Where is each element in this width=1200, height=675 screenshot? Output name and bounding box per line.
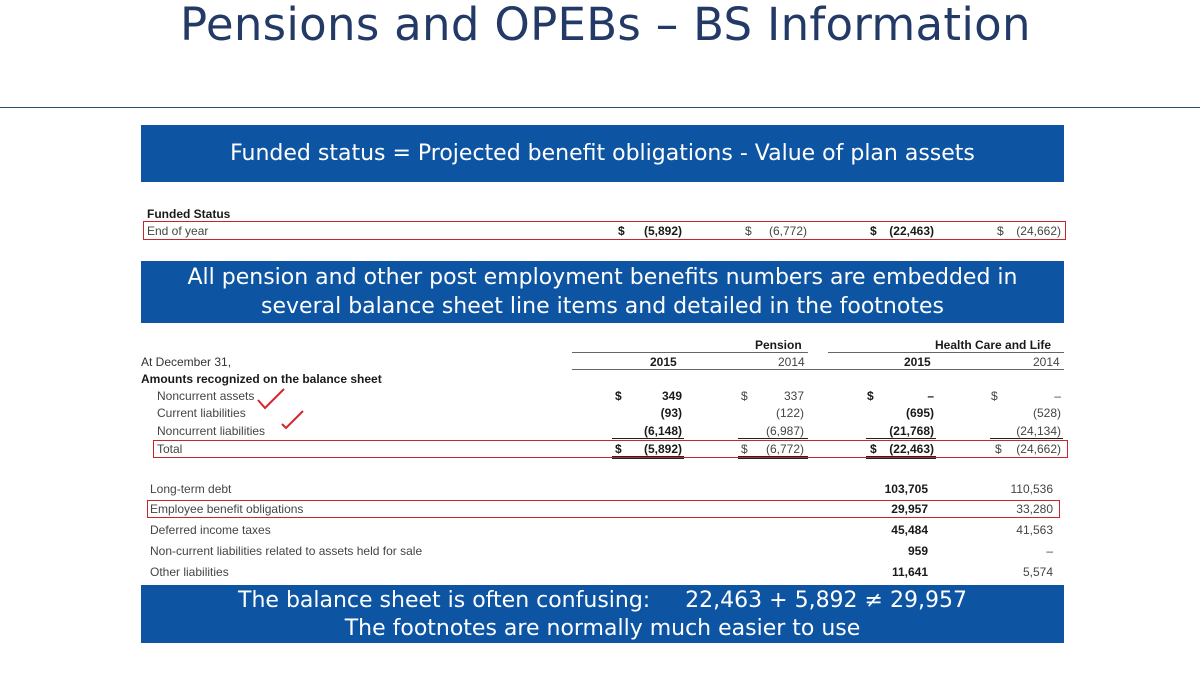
tick-mark-icon — [280, 408, 306, 430]
funded-status-heading: Funded Status — [147, 207, 231, 221]
funded-status-formula-banner: Funded status = Projected benefit obligations - Value of plan assets — [141, 125, 1064, 182]
bs-long-term-debt-2014: 110,536 — [1010, 482, 1053, 496]
embedded-numbers-banner — [141, 261, 1064, 323]
bs-held-for-sale-2015: 959 — [907, 544, 928, 558]
bs-label-long-term-debt: Long-term debt — [150, 482, 232, 496]
noncurrent-liabilities-h2015: (21,768) — [889, 424, 934, 438]
year-header-health-2015: 2015 — [904, 355, 931, 369]
noncurrent-liabilities-p2014: (6,987) — [765, 424, 804, 438]
funded-pension-2015: (5,892) — [643, 224, 682, 238]
health-header-underline — [828, 352, 1064, 353]
confusing-balance-sheet-banner — [141, 585, 1064, 643]
current-liabilities-h2014: (528) — [1032, 406, 1061, 420]
current-liabilities-h2015: (695) — [905, 406, 934, 420]
title-divider — [0, 107, 1200, 108]
bs-long-term-debt-2015: 103,705 — [884, 482, 928, 496]
banner2-line1: All pension and other post employment benefits numbers are embedded in — [187, 265, 1018, 290]
noncurrent-liabilities-h2014: (24,134) — [1016, 424, 1061, 438]
dollar-h14: $ — [991, 389, 998, 403]
total-h2015: (22,463) — [889, 442, 934, 456]
dollar-h15: $ — [867, 389, 874, 403]
bs-other-liabilities-2015: 11,641 — [891, 565, 928, 579]
total-dollar-p14: $ — [741, 442, 748, 456]
total-double-line-p2014 — [738, 456, 808, 459]
funded-dollar-2: $ — [745, 224, 752, 238]
total-double-line-p2015 — [612, 456, 684, 459]
at-december-label: At December 31, — [141, 355, 232, 369]
total-dollar-h14: $ — [995, 442, 1002, 456]
subtotal-line-p2014 — [738, 438, 808, 439]
banner2-line2: several balance sheet line items and detailed in the footnotes — [261, 294, 944, 319]
health-group-header: Health Care and Life — [935, 338, 1052, 352]
bs-label-other-liabilities: Other liabilities — [150, 565, 229, 579]
row-label-noncurrent-assets: Noncurrent assets — [157, 389, 255, 403]
end-of-year-label: End of year — [147, 224, 209, 238]
noncurrent-liabilities-p2015: (6,148) — [643, 424, 682, 438]
total-double-line-h2015 — [866, 456, 936, 459]
dollar-p15: $ — [615, 389, 622, 403]
year-header-pension-2014: 2014 — [778, 355, 805, 369]
subtotal-line-p2015 — [612, 438, 684, 439]
funded-health-2014: (24,662) — [1016, 224, 1061, 238]
total-dollar-h15: $ — [870, 442, 877, 456]
funded-health-2015: (22,463) — [889, 224, 934, 238]
year-header-underline — [572, 369, 1064, 370]
row-label-current-liabilities: Current liabilities — [157, 406, 246, 420]
funded-pension-2014: (6,772) — [768, 224, 807, 238]
funded-dollar-1: $ — [618, 224, 625, 238]
funded-dollar-4: $ — [997, 224, 1004, 238]
row-label-noncurrent-liabilities: Noncurrent liabilities — [157, 424, 266, 438]
current-liabilities-p2015: (93) — [660, 406, 682, 420]
subtotal-line-h2015 — [866, 438, 936, 439]
bs-label-employee-benefit-obligations: Employee benefit obligations — [150, 502, 304, 516]
banner3-line1: The balance sheet is often confusing: 22,463 + 5,892 ≠ 29,957 — [238, 588, 967, 613]
bs-label-deferred-income-taxes: Deferred income taxes — [150, 523, 271, 537]
total-h2014: (24,662) — [1016, 442, 1061, 456]
funded-dollar-3: $ — [870, 224, 877, 238]
banner3-line2: The footnotes are normally much easier to use — [344, 616, 861, 641]
page-title: Pensions and OPEBs – BS Information — [180, 0, 1031, 51]
noncurrent-assets-h2015: – — [927, 389, 934, 403]
subtotal-line-h2014 — [990, 438, 1063, 439]
total-dollar-p15: $ — [615, 442, 622, 456]
amounts-recognized-heading: Amounts recognized on the balance sheet — [141, 372, 382, 386]
current-liabilities-p2014: (122) — [775, 406, 804, 420]
noncurrent-assets-h2014: – — [1054, 389, 1061, 403]
year-header-health-2014: 2014 — [1033, 355, 1060, 369]
year-header-pension-2015: 2015 — [650, 355, 677, 369]
pension-header-underline — [572, 352, 808, 353]
bs-deferred-taxes-2015: 45,484 — [891, 523, 928, 537]
bs-employee-benefit-2015: 29,957 — [891, 502, 928, 516]
bs-other-liabilities-2014: 5,574 — [1022, 565, 1053, 579]
bs-employee-benefit-2014: 33,280 — [1016, 502, 1053, 516]
bs-label-held-for-sale: Non-current liabilities related to assets held for sale — [150, 544, 423, 558]
bs-deferred-taxes-2014: 41,563 — [1016, 523, 1053, 537]
row-label-total: Total — [157, 442, 183, 456]
total-p2014: (6,772) — [765, 442, 804, 456]
noncurrent-assets-p2015: 349 — [661, 389, 682, 403]
bs-held-for-sale-2014: – — [1046, 544, 1053, 558]
pension-group-header: Pension — [755, 338, 802, 352]
dollar-p14: $ — [741, 389, 748, 403]
noncurrent-assets-p2014: 337 — [783, 389, 804, 403]
total-p2015: (5,892) — [643, 442, 682, 456]
